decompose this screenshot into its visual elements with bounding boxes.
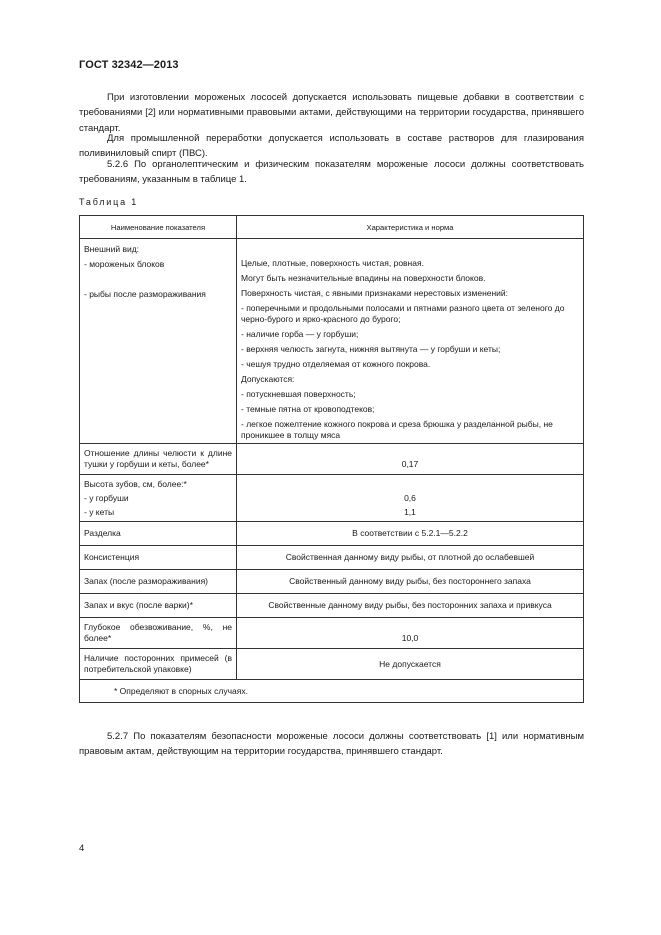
row-appearance (80, 239, 584, 444)
appearance-line: - поперечными и продольными полосами и пятнами разного цвета от зеленого до черно-бурого и ярко-красного до бурого; (241, 303, 565, 324)
cutting-value: В соответствии с 5.2.1—5.2.2 (237, 522, 584, 546)
header-indicator: Наименование показателя (80, 216, 237, 239)
row-cutting (80, 522, 584, 546)
appearance-line: Поверхность чистая, с явными признаками нерестовых изменений: (241, 288, 509, 298)
row-smell-taste-cooked (80, 594, 584, 618)
row-smell-thawed (80, 570, 584, 594)
smell-thawed-label: Запах (после размораживания) (80, 570, 237, 594)
appearance-line: - верхняя челюсть загнута, нижняя вытянута — у горбуши и кеты; (241, 344, 501, 354)
row-dehydration (80, 618, 584, 649)
appearance-line: Могут быть незначительные впадины на поверхности блоков. (241, 273, 486, 283)
appearance-line: - легкое пожелтение кожного покрова и среза брюшка у разделанной рыбы, не проникшее в толщу мяса (241, 419, 553, 440)
cutting-label: Разделка (80, 522, 237, 546)
page-number: 4 (79, 843, 85, 854)
table-footnote: * Определяют в спорных случаях. (80, 680, 584, 703)
dehydration-label: Глубокое обезвоживание, %, не более* (80, 618, 237, 649)
appearance-line: Целые, плотные, поверхность чистая, ровная. (241, 258, 424, 268)
appearance-line: - потускневшая поверхность; (241, 389, 356, 399)
appearance-line: - темные пятна от кровоподтеков; (241, 404, 375, 414)
paragraph-5-2-7 (79, 729, 584, 760)
paragraph-5-2-7-text: 5.2.7 По показателям безопасности мороженые лососи должны соответствовать [1] или нормативным правовым актам, действующим на территории государства, принявшего стандарт. (79, 731, 584, 758)
appearance-label-cell (80, 239, 237, 444)
appearance-blocks-label: - мороженых блоков (84, 259, 165, 269)
consistency-value: Свойственная данному виду рыбы, от плотной до ослабевшей (237, 546, 584, 570)
teeth-value-cell (237, 475, 584, 522)
smell-taste-label: Запах и вкус (после варки)* (80, 594, 237, 618)
jaw-ratio-value: 0,17 (237, 444, 584, 475)
table-caption: Таблица 1 (79, 197, 138, 207)
teeth-label: Высота зубов, см, более:* (84, 479, 187, 489)
appearance-line: Допускаются: (241, 374, 295, 384)
dehydration-value: 10,0 (237, 618, 584, 649)
appearance-label: Внешний вид: (84, 244, 140, 254)
row-footnote (80, 680, 584, 703)
impurities-value: Не допускается (237, 649, 584, 680)
paragraph-food-additives-text: При изготовлении мороженых лососей допускается использовать пищевые добавки в соответствии с требованиями [2] или нормативными правовыми актами, действующими на территории государства, принявшего стандарт. (79, 92, 584, 134)
paragraph-food-additives (79, 90, 584, 136)
smell-taste-value: Свойственные данному виду рыбы, без посторонних запаха и привкуса (237, 594, 584, 618)
jaw-ratio-label: Отношение длины челюсти к длине тушки у горбуши и кеты, более* (80, 444, 237, 475)
row-teeth-height (80, 475, 584, 522)
row-jaw-ratio (80, 444, 584, 475)
appearance-value-cell (237, 239, 584, 444)
requirements-table (79, 215, 584, 703)
smell-thawed-value: Свойственный данному виду рыбы, без постороннего запаха (237, 570, 584, 594)
consistency-label: Консистенция (80, 546, 237, 570)
table-header-row (80, 216, 584, 239)
paragraph-5-2-6 (79, 157, 584, 188)
appearance-line: - наличие горба — у горбуши; (241, 329, 359, 339)
teeth-label-cell (80, 475, 237, 522)
appearance-thawed-label: - рыбы после размораживания (84, 289, 206, 299)
impurities-label: Наличие посторонних примесей (в потребительской упаковке) (80, 649, 237, 680)
paragraph-pva-glazing-text: Для промышленной переработки допускается использовать в составе растворов для глазирования поливиниловый спирт (ПВС). (79, 133, 584, 160)
teeth-pink-label: - у горбуши (84, 493, 129, 503)
teeth-chum-value: 1,1 (404, 507, 416, 517)
header-characteristic: Характеристика и норма (237, 216, 584, 239)
teeth-pink-value: 0,6 (404, 493, 416, 503)
paragraph-5-2-6-text: 5.2.6 По органолептическим и физическим показателям мороженые лососи должны соответствовать требованиям, указанным в таблице 1. (79, 159, 584, 186)
appearance-line: - чешуя трудно отделяемая от кожного покрова. (241, 359, 431, 369)
row-impurities (80, 649, 584, 680)
document-header: ГОСТ 32342—2013 (79, 59, 179, 71)
teeth-chum-label: - у кеты (84, 507, 115, 517)
row-consistency (80, 546, 584, 570)
